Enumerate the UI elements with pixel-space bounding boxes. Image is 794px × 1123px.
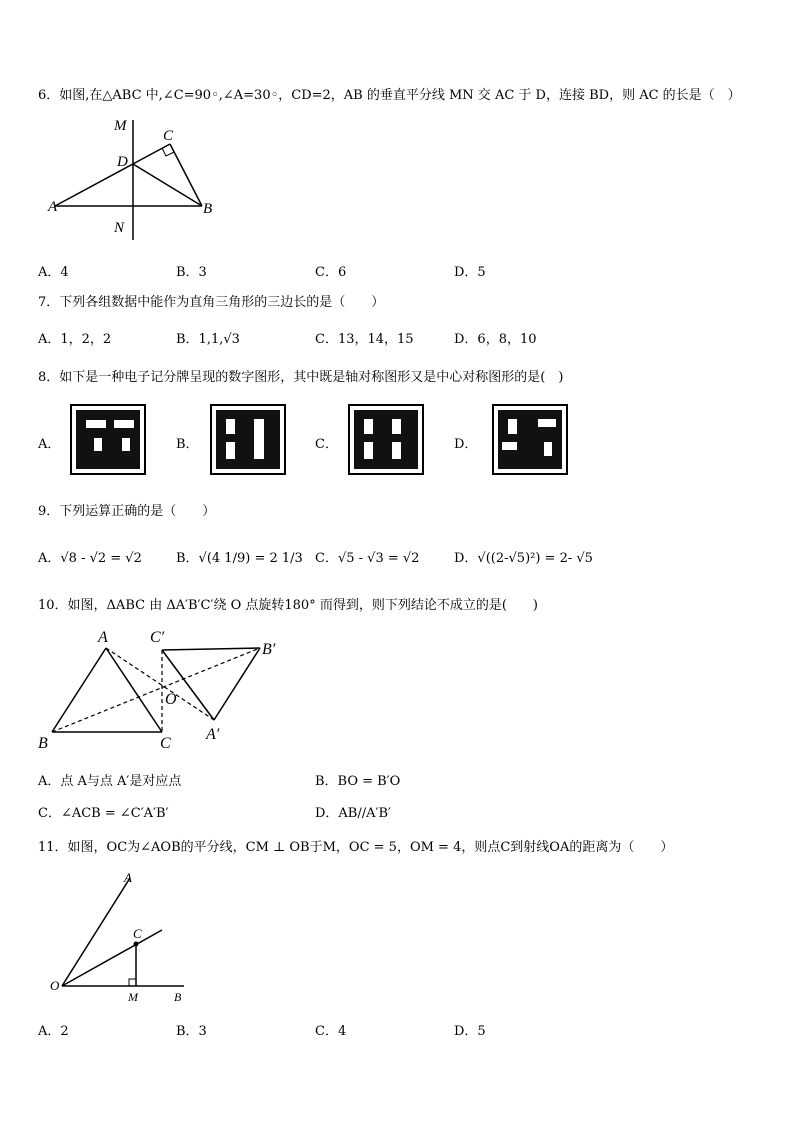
q6-label-B: B (203, 201, 213, 217)
q8-stem: 8．如下是一种电子记分牌呈现的数字图形，其中既是轴对称图形又是中心对称图形的是( ) (38, 370, 564, 385)
q11-label-A: A (124, 870, 132, 885)
q10-label-O: O (165, 691, 177, 708)
q6-label-N: N (114, 220, 125, 236)
q9-option-b[interactable]: B．√(4 1/9) = 2 1/3 (176, 551, 303, 566)
q11-label-B: B (174, 990, 182, 1004)
q11-stem: 11．如图，OC为∠AOB的平分线，CM ⊥ OB于M，OC = 5，OM = 4，则点C到射线OA的距离为（ ） (38, 840, 674, 855)
q8-option-c-image[interactable] (348, 404, 424, 475)
q10-label-A: A (98, 629, 108, 646)
q10-label-B-prime: B′ (262, 641, 276, 658)
q9-stem: 9．下列运算正确的是（ ） (38, 504, 216, 519)
q8-option-a-letter[interactable]: A． (38, 437, 61, 452)
q10-option-b[interactable]: B．BO = B′O (315, 774, 401, 789)
q8-option-c-letter[interactable]: C． (315, 437, 338, 452)
q9-option-d[interactable]: D．√((2-√5)²) = 2- √5 (454, 551, 593, 566)
q6-figure (40, 110, 240, 245)
q8-option-b-letter[interactable]: B． (176, 437, 199, 452)
q6-label-D: D (117, 154, 128, 170)
q6-stem: 6．如图,在△ABC 中,∠C=90◦,∠A=30◦，CD=2，AB 的垂直平分线 MN 交 AC 于 D，连接 BD，则 AC 的长是（ ） (38, 88, 741, 103)
q7-option-a[interactable]: A．1，2，2 (38, 332, 112, 347)
q6-option-b[interactable]: B．3 (176, 265, 207, 280)
q9-option-a[interactable]: A．√8 - √2 = √2 (38, 551, 142, 566)
q10-option-c[interactable]: C．∠ACB = ∠C′A′B′ (38, 806, 169, 821)
q7-stem: 7．下列各组数据中能作为直角三角形的三边长的是（ ） (38, 295, 385, 310)
scoreboard-digits-66 (76, 410, 140, 469)
q6-option-a[interactable]: A．4 (38, 265, 69, 280)
q10-label-C-prime: C′ (150, 629, 165, 646)
scoreboard-digits-88 (354, 410, 418, 469)
q11-option-a[interactable]: A．2 (38, 1024, 69, 1039)
q6-option-c[interactable]: C．6 (315, 265, 347, 280)
scoreboard-digits-80 (216, 410, 280, 469)
q10-option-a[interactable]: A．点 A与点 A′是对应点 (38, 774, 182, 789)
q10-label-C: C (160, 735, 171, 752)
q11-option-b[interactable]: B．3 (176, 1024, 207, 1039)
q11-label-O: O (50, 978, 60, 993)
q6-option-d[interactable]: D．5 (454, 265, 486, 280)
scoreboard-digits-96 (498, 410, 562, 469)
q8-option-a-image[interactable] (70, 404, 146, 475)
q11-option-d[interactable]: D．5 (454, 1024, 486, 1039)
q7-option-b[interactable]: B．1,1,√3 (176, 332, 240, 347)
q10-stem: 10．如图，ΔABC 由 ΔA′B′C′绕 O 点旋转180° 而得到，则下列结论不成立的是( ) (38, 598, 538, 613)
q6-label-A: A (48, 199, 58, 215)
q11-label-C: C (133, 926, 142, 941)
q8-option-b-image[interactable] (210, 404, 286, 475)
q11-label-M: M (128, 990, 138, 1004)
q6-label-M: M (114, 118, 127, 134)
q8-option-d-letter[interactable]: D． (454, 437, 478, 452)
q10-label-A-prime: A′ (206, 726, 220, 743)
q10-figure (34, 622, 294, 752)
q11-figure (40, 862, 200, 1007)
q8-option-d-image[interactable] (492, 404, 568, 475)
q6-label-C: C (163, 128, 174, 144)
q10-label-B: B (38, 735, 48, 752)
q11-option-c[interactable]: C．4 (315, 1024, 347, 1039)
q7-option-d[interactable]: D．6，8，10 (454, 332, 537, 347)
q10-option-d[interactable]: D．AB//A′B′ (315, 806, 391, 821)
q9-option-c[interactable]: C．√5 - √3 = √2 (315, 551, 420, 566)
q7-option-c[interactable]: C．13，14，15 (315, 332, 414, 347)
